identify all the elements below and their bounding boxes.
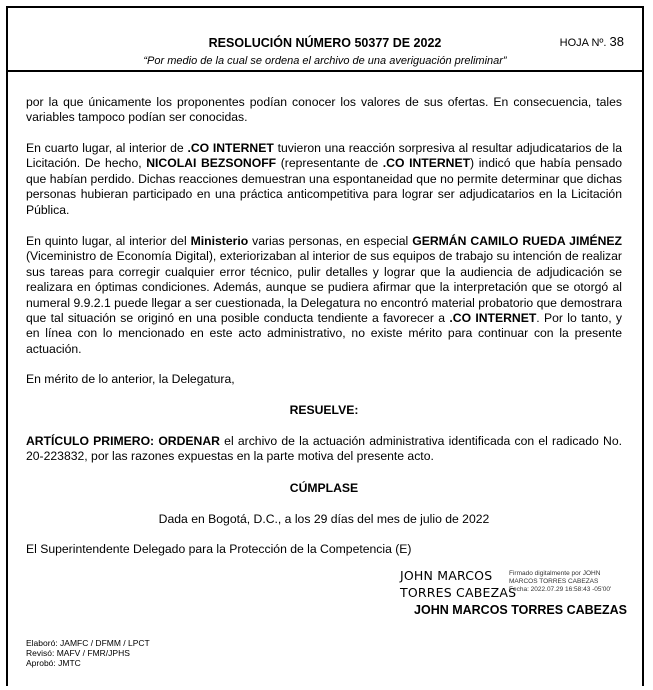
cumplase-heading: CÚMPLASE bbox=[289, 481, 359, 495]
superintendente-line: El Superintendente Delegado para la Protección de la Competencia (E) bbox=[26, 542, 412, 556]
resuelve-heading: RESUELVE: bbox=[289, 403, 359, 417]
signature-line-1: JOHN MARCOS bbox=[400, 568, 493, 583]
page-number-label: HOJA Nº. bbox=[559, 37, 607, 49]
footer-aprobo: Aprobó: JMTC bbox=[26, 658, 81, 668]
footer-reviso: Revisó: MAFV / FMR/JPHS bbox=[26, 648, 130, 658]
page-number bbox=[560, 34, 624, 49]
signature-line-2: TORRES CABEZAS bbox=[400, 585, 517, 600]
paragraph-quinto-lugar: En quinto lugar, al interior del Ministerio varias personas, en especial GERMÁN CAMILO RUEDA JIMÉNEZ (Viceministro de Economía Digital), exteriorizaban al interior de sus equipos de trabajo su intención de realizar sus tareas para corregir cualquier error técnico, pulir detalles y lograr que la audiencia de adjudicación se realizara en óptimas condiciones. Además, aunque se pudiera afirmar que la interpretación que se otorgó al numeral 9.9.2.1 puede llegar a ser cuestionada, la Delegatura no encontró material probatorio que demostrara que tal situación se originó en una posible conducta tendiente a favorecer a .CO INTERNET. Por lo tanto, y en línea con lo mencionado en este acto administrativo, no existe mérito para continuar con la presente actuación. bbox=[26, 234, 622, 356]
dada-en-bogota: Dada en Bogotá, D.C., a los 29 días del mes de julio de 2022 bbox=[158, 512, 490, 526]
page-number-value: 38 bbox=[609, 34, 624, 49]
document-header bbox=[6, 6, 644, 72]
paragraph-continuation: por la que únicamente los proponentes podían conocer los valores de sus ofertas. En consecuencia, tales variables tampoco podían ser conocidas. bbox=[26, 95, 622, 125]
resolution-title: RESOLUCIÓN NÚMERO 50377 DE 2022 bbox=[208, 36, 442, 50]
paragraph-merito: En mérito de lo anterior, la Delegatura, bbox=[26, 372, 235, 386]
resolution-subtitle: “Por medio de la cual se ordena el archivo de una averiguación preliminar” bbox=[143, 55, 507, 67]
signature-stamp: Firmado digitalmente por JOHN MARCOS TORRES CABEZAS Fecha: 2022.07.29 16:58:43 -05'00' bbox=[509, 570, 612, 593]
paragraph-cuarto-lugar: En cuarto lugar, al interior de .CO INTERNET tuvieron una reacción sorpresiva al resultar adjudicatarios de la Licitación. De hecho, NICOLAI BEZSONOFF (representante de .CO INTERNET) indicó que había pensado que habían perdido. Dichas reacciones demuestran una espontaneidad que no permite determinar que dichas personas hubieran participado en una práctica anticompetitiva para lograr ser adjudicatarios en la Licitación Pública. bbox=[26, 141, 622, 217]
footer-elaboro: Elaboró: JAMFC / DFMM / LPCT bbox=[26, 638, 150, 648]
signatory-name: JOHN MARCOS TORRES CABEZAS bbox=[414, 603, 627, 617]
paragraph-articulo-primero: ARTÍCULO PRIMERO: ORDENAR el archivo de la actuación administrativa identificada con el radicado No. 20-223832, por las razones expuestas en la parte motiva del presente acto. bbox=[26, 434, 622, 464]
